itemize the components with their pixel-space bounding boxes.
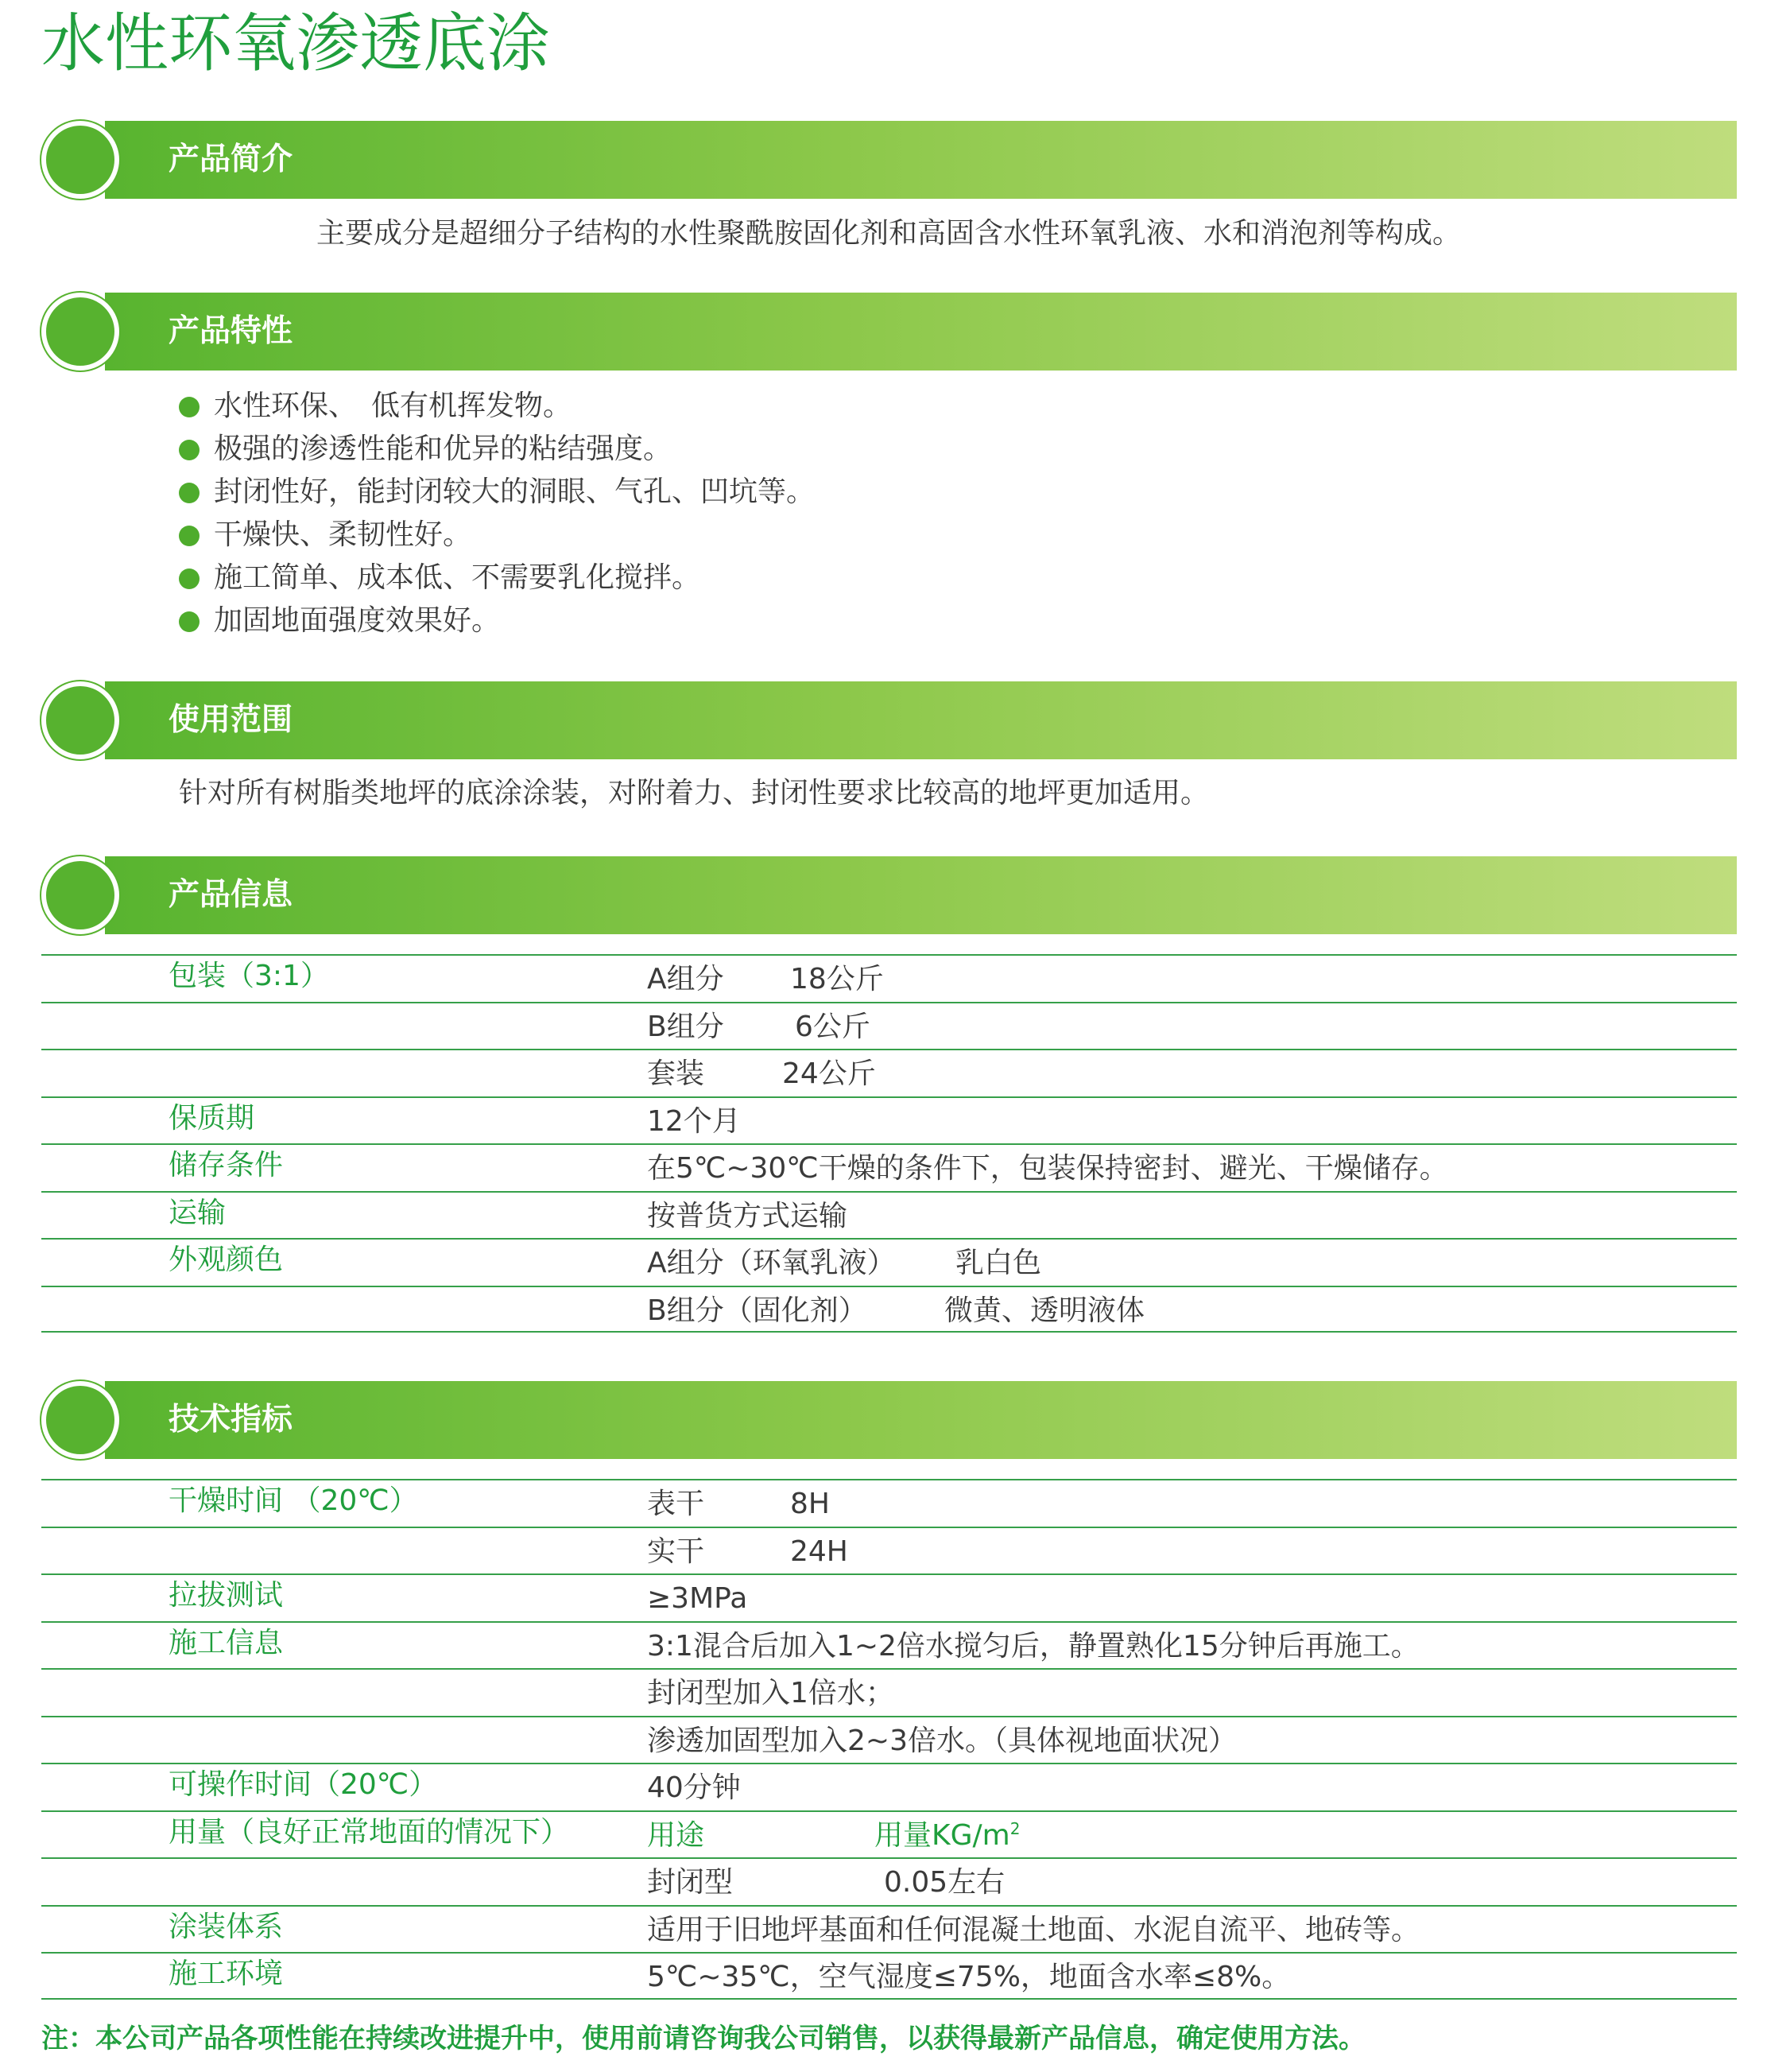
section-header-scope	[41, 681, 1737, 759]
row-value: 套装	[647, 1057, 705, 1090]
product-info-table	[41, 954, 1737, 1333]
row-key: 外观颜色	[169, 1244, 284, 1276]
section-header-features	[41, 293, 1737, 371]
feature-item	[179, 385, 815, 428]
row-value: A组分（环氧乳液）	[647, 1247, 896, 1279]
header-bar	[105, 856, 1737, 934]
header-circle-icon	[41, 681, 119, 759]
row-value: B组分（固化剂）	[647, 1294, 867, 1327]
table-row	[41, 1905, 1737, 1953]
row-value: 5℃~35℃，空气湿度≤75%，地面含水率≤8%。	[647, 1961, 1291, 1993]
row-key: 储存条件	[169, 1149, 284, 1182]
section-header-tech	[41, 1381, 1737, 1459]
row-value-2: 乳白色	[955, 1247, 1042, 1279]
row-key: 涂装体系	[169, 1910, 284, 1943]
section-title-tech: 技术指标	[169, 1402, 293, 1438]
section-header-intro	[41, 121, 1737, 199]
table-row	[41, 1527, 1737, 1574]
feature-item	[179, 557, 815, 599]
row-key: 施工信息	[169, 1626, 284, 1659]
usage-header-label: 用途	[647, 1818, 705, 1852]
row-key: 干燥时间 （20℃）	[169, 1484, 418, 1517]
row-value-2: 24H	[790, 1535, 848, 1568]
section-title-intro: 产品简介	[169, 142, 293, 177]
usage-amount-label: 用量KG/m	[874, 1818, 1010, 1852]
scope-text: 针对所有树脂类地坪的底涂涂装，对附着力、封闭性要求比较高的地坪更加适用。	[179, 777, 1210, 809]
header-circle-icon	[41, 856, 119, 934]
row-value: 适用于旧地坪基面和任何混凝土地面、水泥自流平、地砖等。	[647, 1913, 1420, 1946]
feature-item	[179, 599, 815, 642]
row-value: 封闭型	[647, 1866, 734, 1899]
row-value: ≥3MPa	[647, 1582, 748, 1615]
section-title-features: 产品特性	[169, 313, 293, 349]
section-header-info	[41, 856, 1737, 934]
row-value-2: 0.05左右	[884, 1866, 1006, 1899]
row-key: 拉拔测试	[169, 1579, 284, 1612]
header-bar	[105, 1381, 1737, 1459]
row-value: A组分	[647, 963, 724, 995]
table-row	[41, 1857, 1737, 1905]
row-value: 在5℃~30℃干燥的条件下，包装保持密封、避光、干燥储存。	[647, 1152, 1448, 1185]
row-value: 表干	[647, 1488, 705, 1520]
bullet-dot-icon	[179, 568, 200, 589]
row-value: 按普货方式运输	[647, 1199, 848, 1232]
table-row	[41, 1049, 1737, 1096]
table-row	[41, 1763, 1737, 1810]
table-row	[41, 1952, 1737, 2000]
table-row	[41, 1286, 1737, 1333]
table-row	[41, 1810, 1737, 1858]
row-value: 渗透加固型加入2~3倍水。（具体视地面状况）	[647, 1724, 1237, 1757]
feature-item-label: 干燥快、柔韧性好。	[214, 518, 472, 551]
table-row	[41, 1238, 1737, 1286]
row-key: 包装（3:1）	[169, 960, 329, 992]
bullet-dot-icon	[179, 611, 200, 632]
row-key: 保质期	[169, 1101, 255, 1135]
page-title: 水性环氧渗透底涂	[41, 6, 550, 80]
table-row	[41, 1668, 1737, 1716]
header-circle-icon	[41, 121, 119, 199]
usage-amount-header	[874, 1815, 1020, 1857]
header-bar	[105, 681, 1737, 759]
feature-item	[179, 514, 815, 557]
row-value: 3:1混合后加入1~2倍水搅匀后，静置熟化15分钟后再施工。	[647, 1629, 1420, 1663]
table-row	[41, 1096, 1737, 1144]
bullet-dot-icon	[179, 440, 200, 460]
header-bar	[105, 121, 1737, 199]
feature-item-label: 加固地面强度效果好。	[214, 604, 501, 637]
footer-note: 注：本公司产品各项性能在持续改进提升中，使用前请咨询我公司销售，以获得最新产品信息，确定使用方法。	[41, 2023, 1366, 2055]
row-value: B组分	[647, 1010, 724, 1043]
intro-text: 主要成分是超细分子结构的水性聚酰胺固化剂和高固含水性环氧乳液、水和消泡剂等构成。	[316, 217, 1462, 250]
feature-item-label: 封闭性好，能封闭较大的洞眼、气孔、凹坑等。	[214, 475, 816, 508]
header-bar	[105, 293, 1737, 371]
row-key: 施工环境	[169, 1958, 284, 1990]
feature-item-label: 极强的渗透性能和优异的粘结强度。	[214, 433, 672, 465]
table-row	[41, 1716, 1737, 1764]
row-value-2: 18公斤	[790, 963, 884, 995]
table-row	[41, 954, 1737, 1002]
section-title-info: 产品信息	[169, 877, 293, 913]
bullet-dot-icon	[179, 526, 200, 546]
header-circle-icon	[41, 293, 119, 371]
row-value-2: 微黄、透明液体	[944, 1294, 1145, 1327]
row-key: 用量（良好正常地面的情况下）	[169, 1815, 570, 1849]
table-row	[41, 1573, 1737, 1621]
row-value: 封闭型加入1倍水；	[647, 1677, 894, 1709]
row-key: 运输	[169, 1196, 227, 1229]
row-value-2: 8H	[790, 1488, 830, 1520]
feature-item	[179, 471, 815, 514]
row-value-2: 24公斤	[782, 1057, 876, 1090]
table-row	[41, 1621, 1737, 1669]
bullet-dot-icon	[179, 483, 200, 503]
feature-item	[179, 428, 815, 471]
table-row	[41, 1002, 1737, 1050]
tech-spec-table	[41, 1479, 1737, 2000]
table-row	[41, 1143, 1737, 1191]
unit-superscript: 2	[1009, 1818, 1021, 1838]
row-key: 可操作时间（20℃）	[169, 1768, 438, 1801]
feature-list	[179, 385, 815, 642]
table-row	[41, 1191, 1737, 1239]
section-title-scope: 使用范围	[169, 702, 293, 738]
header-circle-icon	[41, 1381, 119, 1459]
row-value-2: 6公斤	[795, 1010, 870, 1043]
table-row	[41, 1479, 1737, 1527]
row-value: 40分钟	[647, 1771, 741, 1804]
bullet-dot-icon	[179, 397, 200, 417]
feature-item-label: 施工简单、成本低、不需要乳化搅拌。	[214, 561, 701, 594]
row-value: 12个月	[647, 1104, 741, 1138]
row-value: 实干	[647, 1535, 705, 1568]
feature-item-label: 水性环保、 低有机挥发物。	[214, 390, 572, 422]
